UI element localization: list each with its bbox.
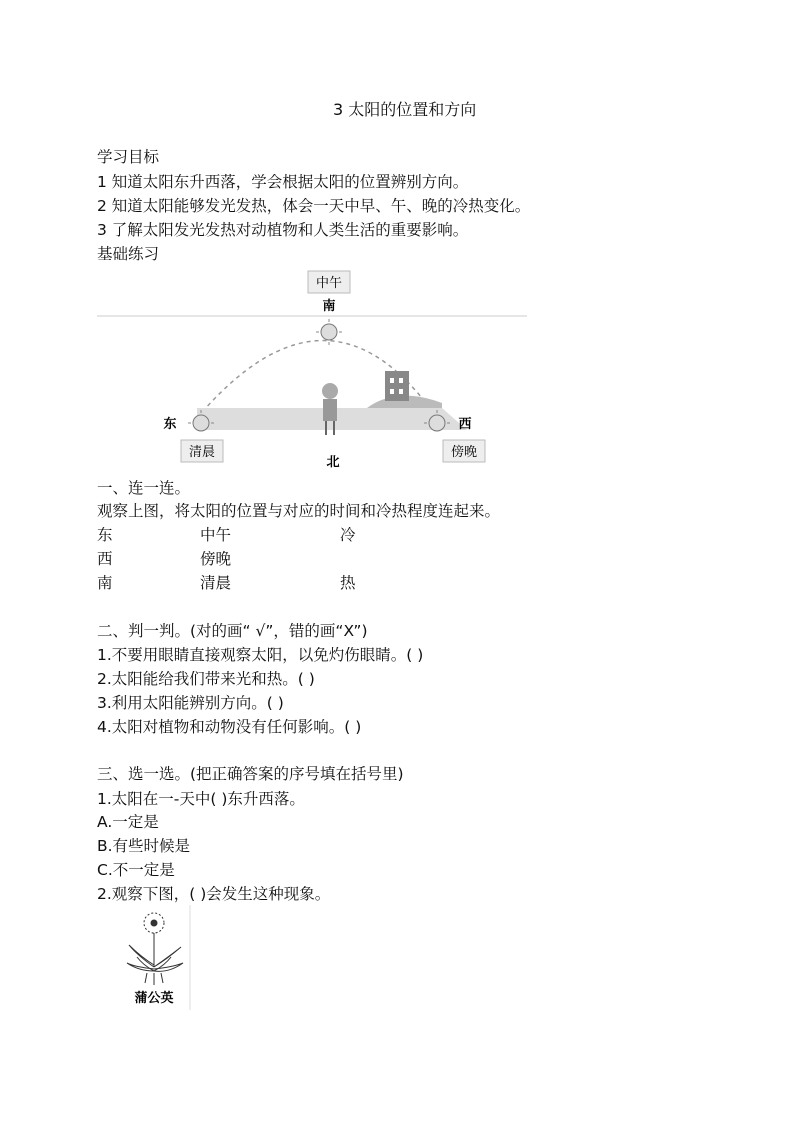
choice-question-2: 2.观察下图，( )会发生这种现象。 xyxy=(97,885,331,903)
dandelion-icon xyxy=(127,913,183,985)
south-label: 南 xyxy=(322,299,336,314)
choice-question-1: 1.太阳在一-天中( )东升西落。 xyxy=(97,790,305,808)
match-col2-item: 中午 xyxy=(200,526,232,544)
choice-option-a: A.一定是 xyxy=(97,813,159,831)
section2-heading: 二、判一判。(对的画“ √”，错的画“X”) xyxy=(97,622,368,640)
objective-item-3: 3 了解太阳发光发热对动植物和人类生活的重要影响。 xyxy=(97,221,469,239)
building-icon xyxy=(385,371,409,401)
east-label: 东 xyxy=(163,417,177,432)
noon-label: 中午 xyxy=(315,276,343,291)
section1-instruction: 观察上图，将太阳的位置与对应的时间和冷热程度连起来。 xyxy=(97,502,501,520)
match-col3-item: 冷 xyxy=(340,526,356,544)
sun-position-figure xyxy=(97,268,527,473)
judge-item-1: 1.不要用眼睛直接观察太阳，以免灼伤眼睛。( ) xyxy=(97,646,424,664)
section3-heading: 三、选一选。(把正确答案的序号填在括号里) xyxy=(97,765,404,783)
objective-item-2: 2 知道太阳能够发光发热，体会一天中早、午、晚的冷热变化。 xyxy=(97,197,531,215)
dandelion-figure xyxy=(97,905,197,1010)
north-label: 北 xyxy=(326,455,340,470)
choice-option-c: C.不一定是 xyxy=(97,861,175,879)
objective-item-1: 1 知道太阳东升西落，学会根据太阳的位置辨别方向。 xyxy=(97,173,469,191)
match-col3-item: 热 xyxy=(340,574,356,592)
judge-item-2: 2.太阳能给我们带来光和热。( ) xyxy=(97,670,315,688)
match-col1-item: 西 xyxy=(97,550,113,568)
section1-heading: 一、连一连。 xyxy=(97,479,191,497)
judge-item-4: 4.太阳对植物和动物没有任何影响。( ) xyxy=(97,718,362,736)
match-col1-item: 东 xyxy=(97,526,113,544)
noon-sun-icon xyxy=(316,319,342,345)
match-col1-item: 南 xyxy=(97,574,113,592)
judge-item-3: 3.利用太阳能辨别方向。( ) xyxy=(97,694,284,712)
dandelion-caption: 蒲公英 xyxy=(134,991,174,1006)
match-col2-item: 清晨 xyxy=(200,574,232,592)
morning-label: 清晨 xyxy=(188,445,216,460)
objectives-heading: 学习目标 xyxy=(97,148,160,166)
choice-option-b: B.有些时候是 xyxy=(97,837,191,855)
match-col2-item: 傍晚 xyxy=(200,550,232,568)
west-label: 西 xyxy=(458,417,472,432)
page-title: 3 太阳的位置和方向 xyxy=(333,100,477,119)
evening-label: 傍晚 xyxy=(450,445,478,460)
basic-practice-heading: 基础练习 xyxy=(97,245,160,263)
